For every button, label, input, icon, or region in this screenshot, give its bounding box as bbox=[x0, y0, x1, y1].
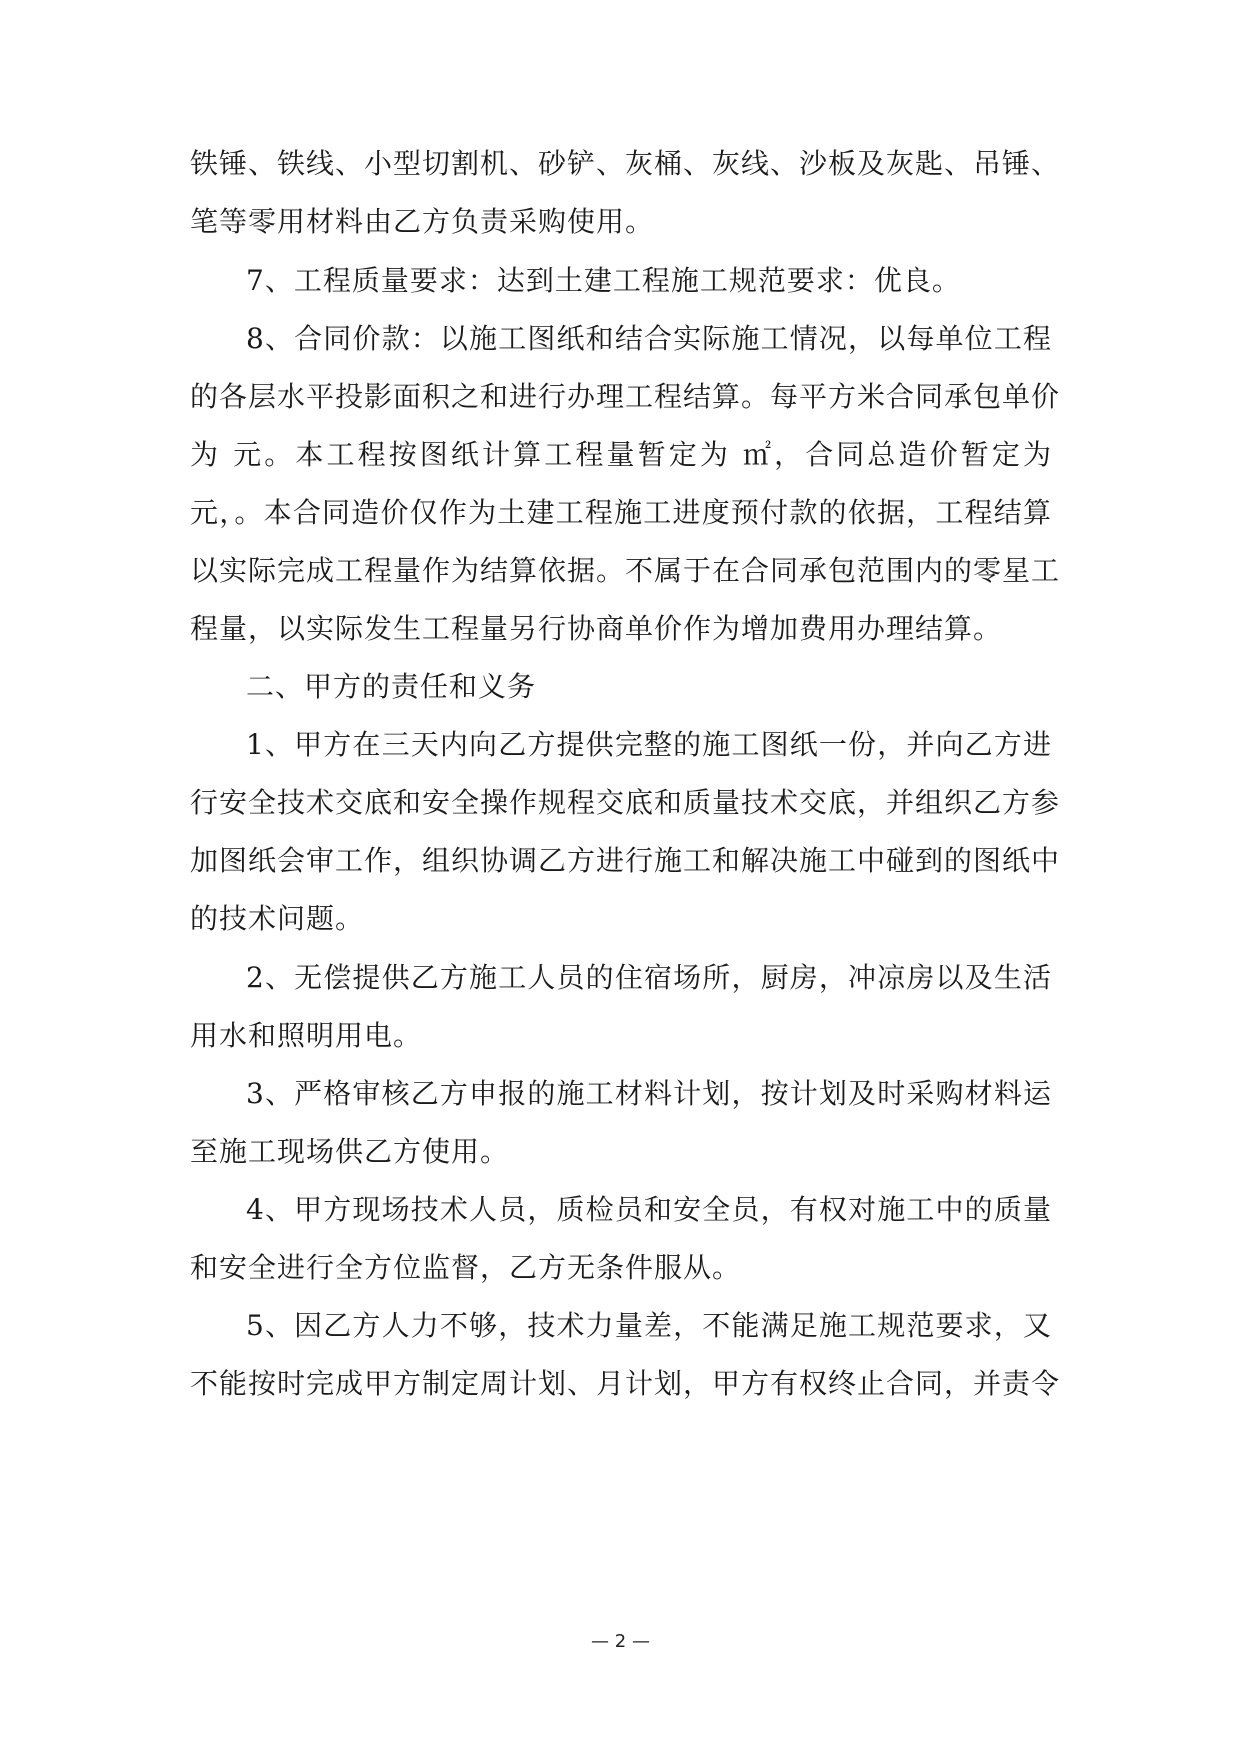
text-line: 和安全进行全方位监督，乙方无条件服从。 bbox=[190, 1251, 742, 1284]
text-line: 笔等零用材料由乙方负责采购使用。 bbox=[190, 205, 655, 238]
text-line: 的各层水平投影面积之和进行办理工程结算。每平方米合同承包单价 bbox=[190, 380, 1061, 413]
text-line: 至施工现场供乙方使用。 bbox=[190, 1135, 510, 1168]
text-line: 5、因乙方人力不够，技术力量差，不能满足施工规范要求，又 bbox=[246, 1309, 1052, 1342]
text-line: 加图纸会审工作，组织协调乙方进行施工和解决施工中碰到的图纸中 bbox=[190, 844, 1061, 877]
text-line: 为 元。本工程按图纸计算工程量暂定为 ㎡，合同总造价暂定为 bbox=[190, 438, 1052, 471]
text-line: 铁锤、铁线、小型切割机、砂铲、灰桶、灰线、沙板及灰匙、吊锤、 bbox=[190, 147, 1061, 180]
text-line: 1、甲方在三天内向乙方提供完整的施工图纸一份，并向乙方进 bbox=[246, 728, 1052, 761]
section-heading: 二、甲方的责任和义务 bbox=[246, 670, 537, 703]
text-line: 以实际完成工程量作为结算依据。不属于在合同承包范围内的零星工 bbox=[190, 554, 1061, 587]
text-line: 7、工程质量要求：达到土建工程施工规范要求：优良。 bbox=[246, 264, 961, 297]
text-line: 4、甲方现场技术人员，质检员和安全员，有权对施工中的质量 bbox=[246, 1193, 1052, 1226]
text-line: 程量，以实际发生工程量另行协商单价作为增加费用办理结算。 bbox=[190, 612, 1003, 645]
text-line: 2、无偿提供乙方施工人员的住宿场所，厨房，冲凉房以及生活 bbox=[246, 961, 1052, 994]
text-line: 不能按时完成甲方制定周计划、月计划，甲方有权终止合同，并责令 bbox=[190, 1367, 1061, 1400]
text-line: 行安全技术交底和安全操作规程交底和质量技术交底，并组织乙方参 bbox=[190, 786, 1061, 819]
text-line: 8、合同价款：以施工图纸和结合实际施工情况，以每单位工程 bbox=[246, 322, 1052, 355]
text-line: 用水和照明用电。 bbox=[190, 1019, 423, 1052]
text-line: 的技术问题。 bbox=[190, 902, 365, 935]
page-number: — 2 — bbox=[591, 1631, 650, 1652]
text-line: 元，。本合同造价仅作为土建工程施工进度预付款的依据，工程结算 bbox=[190, 496, 1052, 529]
text-line: 3、严格审核乙方申报的施工材料计划，按计划及时采购材料运 bbox=[246, 1077, 1052, 1110]
